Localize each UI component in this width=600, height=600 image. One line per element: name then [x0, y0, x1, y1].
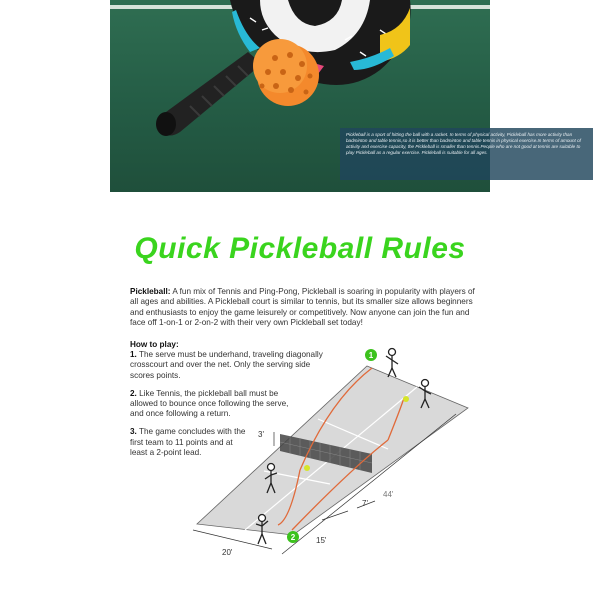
court-length-label: 44': [383, 490, 394, 499]
intro-label: Pickleball:: [130, 287, 171, 296]
rule-number: 2.: [130, 388, 137, 398]
paddle-handle: [156, 52, 262, 136]
rule-text: The serve must be underhand, traveling diagonally crosscourt and over the net. Only the serving side scores points.: [130, 350, 323, 380]
hero-photo: [110, 0, 581, 192]
rule-number: 3.: [130, 427, 137, 437]
intro-paragraph: [130, 287, 475, 328]
rule-text: Like Tennis, the pickleball ball must be allowed to bounce once following the serve, and once following a return.: [130, 388, 289, 419]
photo-caption: Pickleball is a sport of hitting the ball with a racket. In terms of physical activity, Pickleball has more activity than badminton and table tennis,so it is better than badminton and table tennis in physical exercise.In terms of amount of activity and exercise capacity, the Pickleball is smaller than tennis.People who are not good at tennis are suitable to play Pickleball as a regular exercise. Pickleball is suitable for all ages.: [340, 128, 593, 180]
intro-text: A fun mix of Tennis and Ping-Pong, Pickleball is soaring in popularity with players of all ages and abilities. A Pickleball court is similar to tennis, but its smaller size allows beginners and enthusiasts to enjoy the game leisurely or competitively. Now anyone can join the fun and face off 1-on-1 or 2-on-2 with their very own Pickleball set today!: [130, 287, 475, 327]
how-to-play-heading: How to play:: [130, 340, 179, 349]
net-height-label: 3': [258, 430, 264, 439]
ball-marker: [304, 465, 310, 471]
kitchen-depth-label: 7': [362, 499, 368, 508]
marker-2-label: 2: [290, 533, 296, 542]
marker-1-label: 1: [368, 351, 374, 360]
player-icon: [386, 349, 398, 378]
ball-marker: [403, 396, 409, 402]
page-title: Quick Pickleball Rules: [134, 232, 466, 265]
rule-number: 1.: [130, 350, 137, 360]
court-width-label: 20': [222, 548, 233, 557]
baseline-depth-label: 15': [316, 536, 327, 545]
rule-text: The game concludes with the first team to 11 points and at least a 2-point lead.: [130, 427, 246, 457]
court-diagram: [190, 338, 490, 578]
